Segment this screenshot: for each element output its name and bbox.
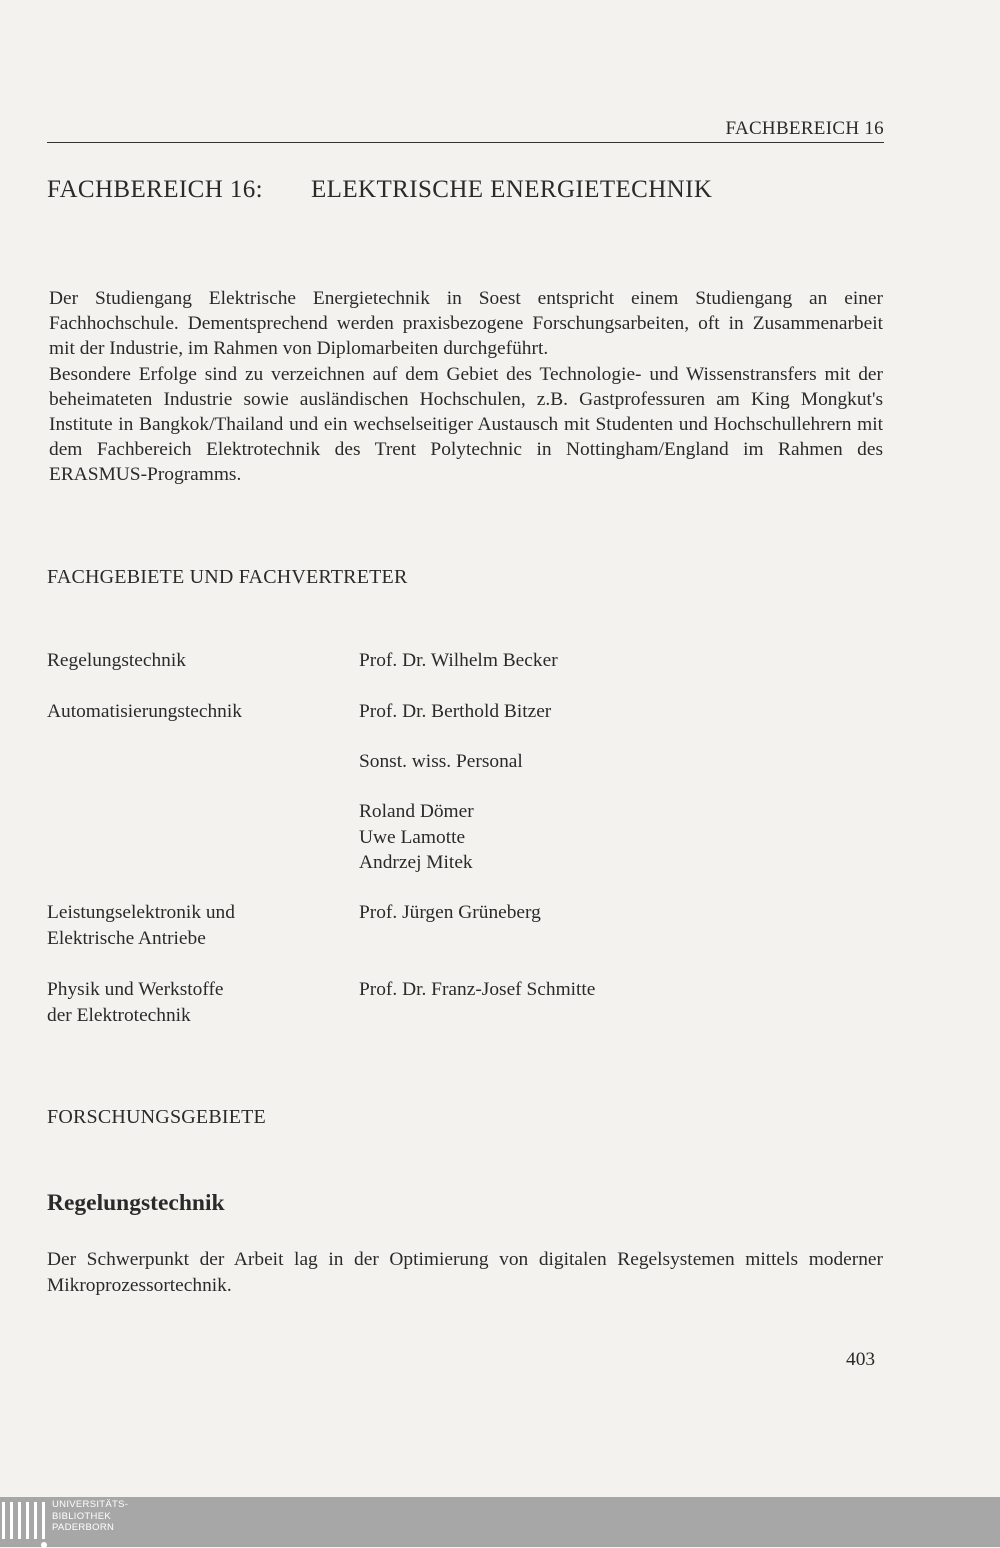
running-head-text: FACHBEREICH 16 <box>725 118 884 139</box>
field-name: Regelungstechnik <box>47 650 186 671</box>
library-logo-icon <box>2 1502 48 1546</box>
intro-text <box>49 286 883 488</box>
intro-paragraph-1: Der Studiengang Elektrische Energietechnik in Soest entspricht einem Studiengang an einer Fachhochschule. Dementsprechend werden praxisbezogene Forschungsarbeiten, oft in Zusammenarbeit mit der Industrie, im Rahmen von Diplomarbeiten durchgeführt. <box>49 288 883 360</box>
fachgebiete-heading: FACHGEBIETE UND FACHVERTRETER <box>47 566 408 588</box>
library-logo-line: UNIVERSITÄTS- <box>52 1499 129 1510</box>
page-number: 403 <box>846 1349 876 1370</box>
forschung-text: Der Schwerpunkt der Arbeit lag in der Optimierung von digitalen Regelsystemen mittels moderner Mikroprozessortechnik. <box>47 1249 883 1296</box>
chapter-number: FACHBEREICH 16: <box>47 176 263 203</box>
field-person: Roland Dömer Uwe Lamotte Andrzej Mitek <box>359 801 474 873</box>
field-name: Leistungselektronik und Elektrische Antriebe <box>47 902 235 949</box>
field-person: Sonst. wiss. Personal <box>359 751 523 772</box>
field-person: Prof. Dr. Franz-Josef Schmitte <box>359 979 596 1000</box>
field-person: Prof. Dr. Wilhelm Becker <box>359 650 558 671</box>
forschung-subheading: Regelungstechnik <box>47 1190 225 1216</box>
library-logo-line: PADERBORN <box>52 1522 115 1533</box>
field-name: Physik und Werkstoffe der Elektrotechnik <box>47 979 224 1026</box>
library-logo-line: BIBLIOTHEK <box>52 1510 111 1522</box>
chapter-title <box>47 176 712 204</box>
intro-paragraph-2: Besondere Erfolge sind zu verzeichnen auf dem Gebiet des Technologie- und Wissenstransfers mit der beheimateten Industrie sowie ausländischen Hochschulen, z.B. Gastprofessuren am King Mongkut's Institute in Bangkok/Thailand und ein wechselseitiger Austausch mit Studenten und Hochschullehrern mit dem Fachbereich Elektrotechnik des Trent Polytechnic in Nottingham/England im Rahmen des ERASMUS-Programms. <box>49 363 883 486</box>
chapter-name: ELEKTRISCHE ENERGIETECHNIK <box>311 176 713 203</box>
field-person: Prof. Jürgen Grüneberg <box>359 902 541 923</box>
library-logo-text <box>52 1499 128 1534</box>
running-head <box>47 116 884 143</box>
field-name: Automatisierungstechnik <box>47 701 242 722</box>
forschung-heading: FORSCHUNGSGEBIETE <box>47 1106 266 1128</box>
field-person: Prof. Dr. Berthold Bitzer <box>359 701 552 722</box>
library-footer <box>0 1497 1000 1547</box>
